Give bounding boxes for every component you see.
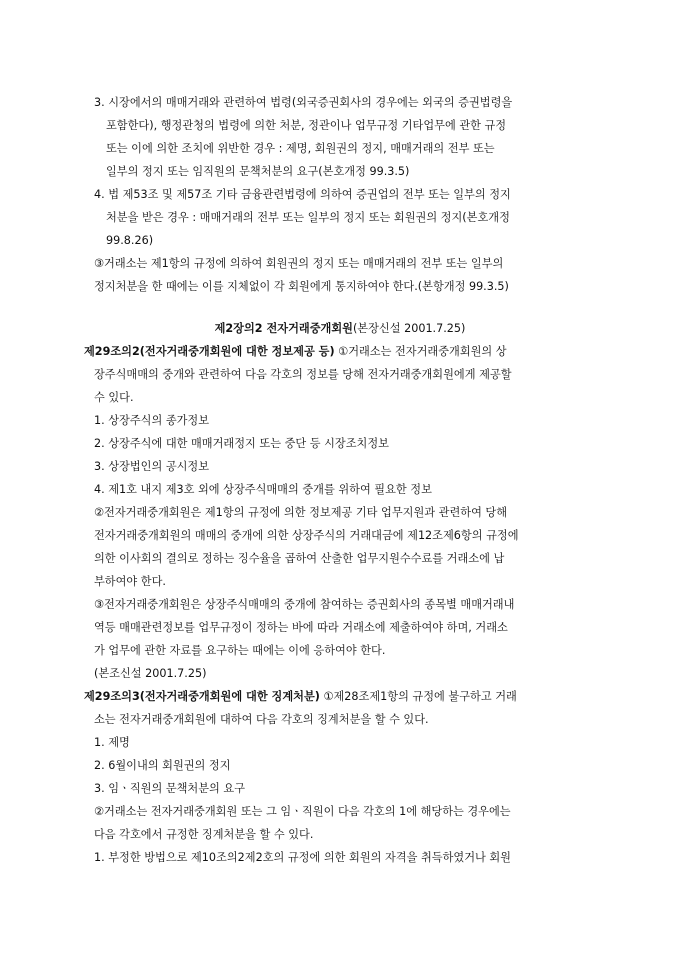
article-29-3-heading: 제29조의3(전자거래중개회원에 대한 징계처분) <box>84 690 320 703</box>
article-29-2-heading: 제29조의2(전자거래중개회원에 대한 정보제공 등) <box>84 345 335 358</box>
text-line: 1. 부정한 방법으로 제10조의2제2호의 규정에 의한 회원의 자격을 취득하였거나 회원 <box>94 851 511 864</box>
text-line: 99.8.26) <box>106 234 154 247</box>
text-line: 3. 임ㆍ직원의 문책처분의 요구 <box>94 782 246 795</box>
chapter-heading <box>0 322 680 336</box>
text-line: ①거래소는 전자거래중개회원의 상 <box>334 345 507 358</box>
text-line: ②거래소는 전자거래중개회원 또는 그 임ㆍ직원이 다음 각호의 1에 해당하는 경우에는 <box>94 805 511 818</box>
text-line: 포함한다), 행정관청의 법령에 의한 처분, 정관이나 업무규정 기타업무에 관한 규정 <box>106 119 507 132</box>
text-line: (본조신설 2001.7.25) <box>94 667 207 680</box>
text-line: 1. 상장주식의 종가정보 <box>94 414 210 427</box>
text-line: ③전자거래중개회원은 상장주식매매의 중개에 참여하는 증권회사의 종목별 매매거래내 <box>94 598 515 611</box>
text-line: 역등 매매관련정보를 업무규정이 정하는 바에 따라 거래소에 제출하여야 하며, 거래소 <box>94 621 508 634</box>
text-line: 정지처분을 한 때에는 이를 지체없이 각 회원에게 통지하여야 한다.(본항개정 99.3.5) <box>94 280 509 293</box>
text-line: 2. 상장주식에 대한 매매거래정지 또는 중단 등 시장조치정보 <box>94 437 389 450</box>
text-line: 3. 상장법인의 공시정보 <box>94 460 210 473</box>
text-line: 부하여야 한다. <box>94 575 166 588</box>
text-line: 또는 이에 의한 조치에 위반한 경우 : 제명, 회원권의 정지, 매매거래의 전부 또는 <box>106 142 495 155</box>
text-line: 일부의 정지 또는 임직원의 문책처분의 요구(본호개정 99.3.5) <box>106 165 410 178</box>
text-line: 1. 제명 <box>94 736 130 749</box>
text-line: 소는 전자거래중개회원에 대하여 다음 각호의 징계처분을 할 수 있다. <box>94 713 429 726</box>
chapter-title: 제2장의2 전자거래중개회원 <box>214 322 353 335</box>
text-line: 장주식매매의 중개와 관련하여 다음 각호의 정보를 당해 전자거래중개회원에게 제공할 <box>94 368 512 381</box>
text-line: ①제28조제1항의 규정에 불구하고 거래 <box>319 690 517 703</box>
text-line: 다음 각호에서 규정한 징계처분을 할 수 있다. <box>94 828 314 841</box>
text-line: 4. 법 제53조 및 제57조 기타 금융관련법령에 의하여 증권업의 전부 또는 일부의 정지 <box>94 188 511 201</box>
text-line: 2. 6월이내의 회원권의 정지 <box>94 759 231 772</box>
article-29-2-first-line <box>84 345 507 359</box>
text-line: 3. 시장에서의 매매거래와 관련하여 법령(외국증권회사의 경우에는 외국의 증권법령을 <box>94 96 513 109</box>
text-line: 4. 제1호 내지 제3호 외에 상장주식매매의 중개를 위하여 필요한 정보 <box>94 483 432 496</box>
text-line: ③거래소는 제1항의 규정에 의하여 회원권의 정지 또는 매매거래의 전부 또는 일부의 <box>94 257 504 270</box>
text-line: 전자거래중개회원의 매매의 중개에 의한 상장주식의 거래대금에 제12조제6항의 규정에 <box>94 529 519 542</box>
text-line: 처분을 받은 경우 : 매매거래의 전부 또는 일부의 정지 또는 회원권의 정지(본호개정 <box>106 211 510 224</box>
chapter-note: (본장신설 2001.7.25) <box>352 322 466 335</box>
text-line: 가 업무에 관한 자료를 요구하는 때에는 이에 응하여야 한다. <box>94 644 386 657</box>
article-29-3-first-line <box>84 690 517 704</box>
text-line: ②전자거래중개회원은 제1항의 규정에 의한 정보제공 기타 업무지원과 관련하여 당해 <box>94 506 508 519</box>
text-line: 수 있다. <box>94 391 134 404</box>
text-line: 의한 이사회의 결의로 정하는 징수율을 곱하여 산출한 업무지원수수료를 거래소에 납 <box>94 552 505 565</box>
